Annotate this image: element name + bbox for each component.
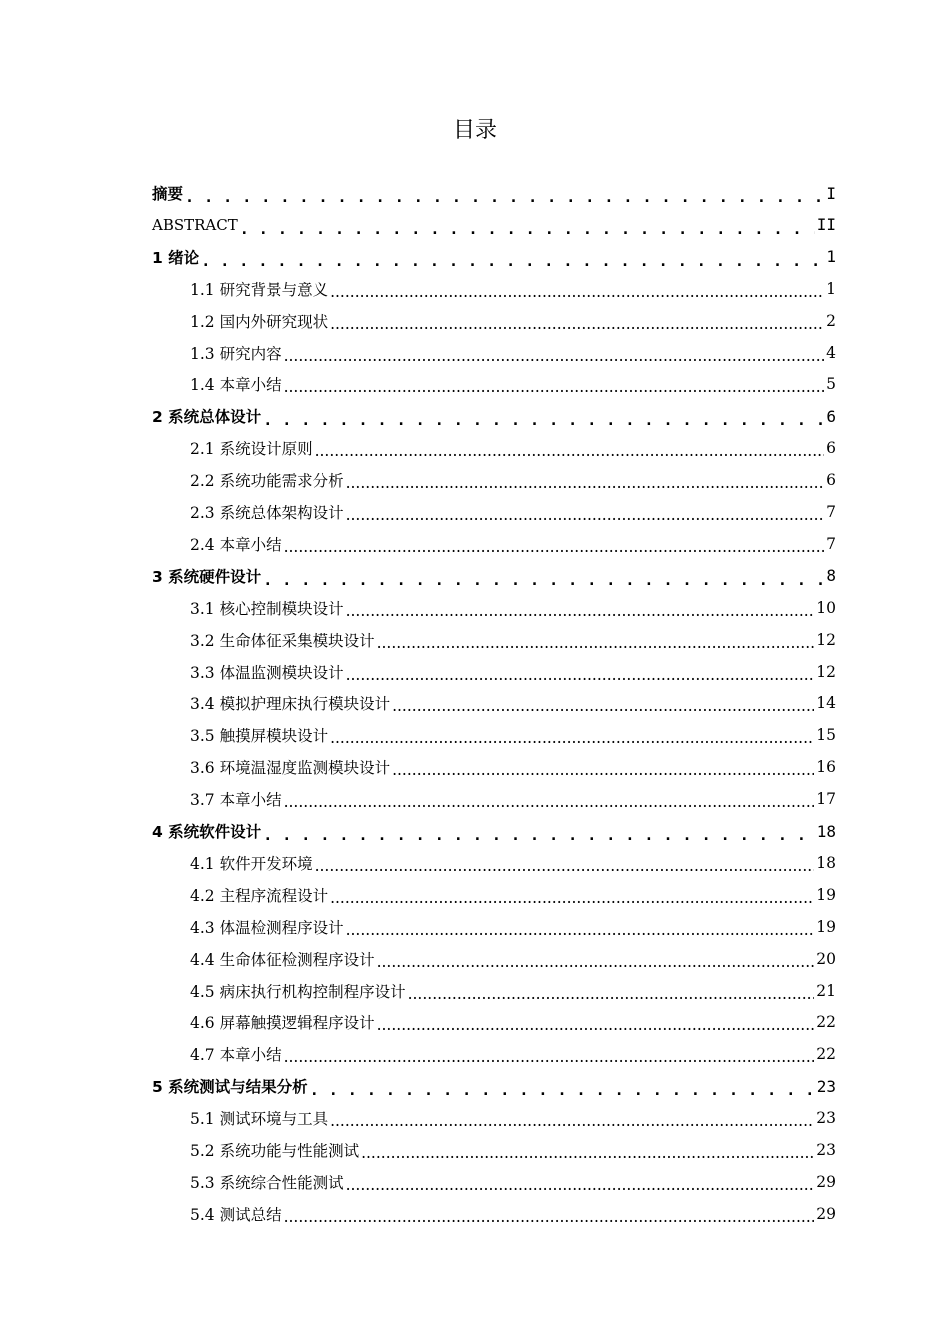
toc-entry-title: 2.3 系统总体架构设计 bbox=[190, 504, 344, 522]
toc-entry-page: 22 bbox=[816, 1013, 836, 1032]
toc-entry[interactable] bbox=[190, 433, 836, 463]
dot-leader bbox=[310, 1085, 815, 1101]
dot-leader bbox=[346, 606, 815, 623]
dot-leader bbox=[361, 1148, 814, 1165]
dot-leader bbox=[315, 861, 815, 878]
toc-entry[interactable] bbox=[190, 657, 836, 687]
toc-entry-page: 6 bbox=[826, 406, 836, 426]
dot-leader bbox=[346, 925, 815, 942]
toc-entry-page: 23 bbox=[816, 1141, 836, 1159]
toc-entry-title: 3.2 生命体征采集模块设计 bbox=[190, 631, 375, 650]
toc-entry-title: 1.1 研究背景与意义 bbox=[190, 280, 329, 299]
toc-entry-page: 18 bbox=[816, 821, 836, 841]
toc-entry-title: 5.2 系统功能与性能测试 bbox=[190, 1142, 360, 1160]
toc-entry[interactable] bbox=[190, 369, 836, 399]
dot-leader bbox=[240, 224, 815, 240]
toc-entry[interactable] bbox=[190, 274, 836, 304]
toc-entry-title: 4.4 生命体征检测程序设计 bbox=[190, 950, 375, 969]
toc-entry[interactable] bbox=[190, 465, 836, 495]
toc-entry-title: 4.1 软件开发环境 bbox=[190, 854, 313, 873]
toc-entry[interactable] bbox=[152, 561, 836, 591]
toc-entry-title: 1.3 研究内容 bbox=[190, 344, 282, 363]
dot-leader bbox=[346, 510, 825, 527]
dot-leader bbox=[330, 319, 824, 336]
toc-entry-title: 4.2 主程序流程设计 bbox=[190, 886, 329, 905]
toc-entry-page: 6 bbox=[826, 439, 836, 458]
dot-leader bbox=[284, 1052, 815, 1069]
toc-entry-page: 6 bbox=[826, 471, 836, 490]
dot-leader bbox=[392, 765, 814, 782]
toc-entry[interactable] bbox=[190, 625, 836, 655]
dot-leader bbox=[330, 287, 824, 304]
toc-entry-page: 1 bbox=[826, 279, 836, 298]
toc-entry-page: 23 bbox=[816, 1109, 836, 1128]
dot-leader bbox=[201, 256, 824, 272]
toc-entry[interactable] bbox=[190, 976, 836, 1006]
toc-entry[interactable] bbox=[152, 401, 836, 431]
toc-entry[interactable] bbox=[190, 880, 836, 910]
toc-entry[interactable] bbox=[190, 912, 836, 942]
toc-entry-page: 16 bbox=[816, 758, 836, 777]
toc-entry[interactable] bbox=[190, 1103, 836, 1133]
toc-entry-title: 4.3 体温检测程序设计 bbox=[190, 918, 344, 937]
dot-leader bbox=[263, 575, 824, 591]
toc-entry[interactable] bbox=[152, 816, 836, 846]
dot-leader bbox=[377, 1020, 815, 1037]
dot-leader bbox=[377, 638, 815, 655]
toc-entry-page: 10 bbox=[816, 598, 836, 617]
toc-entry[interactable] bbox=[152, 210, 836, 240]
toc-entry-page: 2 bbox=[826, 311, 836, 330]
toc-entry-page: 12 bbox=[816, 662, 836, 681]
toc-entry-title: 5.4 测试总结 bbox=[190, 1205, 282, 1224]
toc-entry-page: 15 bbox=[816, 726, 836, 745]
dot-leader bbox=[284, 382, 825, 399]
toc-entry-title: 1 绪论 bbox=[152, 248, 200, 267]
toc-entry-page: 29 bbox=[816, 1204, 836, 1223]
dot-leader bbox=[284, 351, 825, 368]
toc-entry-page: 7 bbox=[826, 534, 836, 553]
toc-entry-page: 8 bbox=[826, 566, 836, 586]
toc-entry[interactable] bbox=[152, 178, 836, 208]
dot-leader bbox=[346, 478, 825, 495]
toc-entry-title: 3.3 体温监测模块设计 bbox=[190, 663, 344, 682]
toc-entry-title: 摘要 bbox=[152, 185, 184, 203]
toc-entry-page: 23 bbox=[816, 1076, 836, 1096]
toc-entry-page: 5 bbox=[826, 375, 836, 394]
toc-entry[interactable] bbox=[190, 752, 836, 782]
toc-entry-title: 3.5 触摸屏模块设计 bbox=[190, 727, 329, 746]
dot-leader bbox=[346, 1180, 815, 1197]
toc-entry-title: 4.6 屏幕触摸逻辑程序设计 bbox=[190, 1014, 375, 1033]
dot-leader bbox=[330, 893, 814, 910]
toc-entry-title: 2.1 系统设计原则 bbox=[190, 440, 313, 459]
dot-leader bbox=[263, 415, 824, 431]
toc-entry[interactable] bbox=[190, 944, 836, 974]
toc-entry-title: 5.1 测试环境与工具 bbox=[190, 1110, 329, 1129]
toc-entry-page: 19 bbox=[816, 885, 836, 904]
toc-entry-page: 14 bbox=[816, 694, 836, 713]
toc-entry-title: 2 系统总体设计 bbox=[152, 408, 262, 427]
toc-entry[interactable] bbox=[190, 720, 836, 750]
toc-entry[interactable] bbox=[190, 688, 836, 718]
toc-entry[interactable] bbox=[190, 497, 836, 527]
toc-entry-page: 4 bbox=[826, 343, 836, 362]
page-title: 目录 bbox=[452, 118, 497, 143]
toc-entry-page: II bbox=[816, 215, 836, 235]
dot-leader bbox=[392, 701, 814, 718]
toc-entry-title: 4.7 本章小结 bbox=[190, 1046, 282, 1065]
toc-entry[interactable] bbox=[190, 1007, 836, 1037]
toc-entry-page: 18 bbox=[816, 853, 836, 872]
toc-entry[interactable] bbox=[190, 784, 836, 814]
toc-entry-page: I bbox=[826, 183, 836, 203]
toc-entry[interactable] bbox=[190, 1135, 836, 1165]
dot-leader bbox=[408, 989, 815, 1006]
toc-entry-title: 3 系统硬件设计 bbox=[152, 567, 262, 586]
dot-leader bbox=[263, 830, 815, 846]
toc-entry-title: 3.7 本章小结 bbox=[190, 791, 282, 810]
toc-entry[interactable] bbox=[190, 593, 836, 623]
dot-leader bbox=[185, 192, 824, 208]
toc-entry[interactable] bbox=[190, 306, 836, 336]
dot-leader bbox=[284, 797, 815, 814]
toc-entry[interactable] bbox=[190, 529, 836, 559]
toc-entry[interactable] bbox=[190, 848, 836, 878]
dot-leader bbox=[377, 957, 815, 974]
toc-entry-page: 20 bbox=[816, 949, 836, 968]
toc-entry-title: 4.5 病床执行机构控制程序设计 bbox=[190, 982, 406, 1001]
toc-entry-title: 5 系统测试与结果分析 bbox=[152, 1078, 308, 1097]
dot-leader bbox=[315, 446, 825, 463]
toc-entry-page: 19 bbox=[816, 917, 836, 936]
toc-entry-page: 17 bbox=[816, 790, 836, 809]
toc-entry-title: 4 系统软件设计 bbox=[152, 823, 262, 841]
toc-entry-title: 3.6 环境温湿度监测模块设计 bbox=[190, 759, 391, 778]
dot-leader bbox=[330, 1116, 814, 1133]
dot-leader bbox=[330, 733, 814, 750]
toc-entry-title: ABSTRACT bbox=[152, 215, 238, 234]
toc-entry[interactable] bbox=[190, 1167, 836, 1197]
toc-entry-title: 5.3 系统综合性能测试 bbox=[190, 1173, 344, 1192]
toc-entry-page: 22 bbox=[816, 1045, 836, 1064]
toc-entry-page: 7 bbox=[826, 503, 836, 521]
toc-entry-title: 2.2 系统功能需求分析 bbox=[190, 472, 344, 491]
toc-entry-title: 1.2 国内外研究现状 bbox=[190, 312, 329, 331]
toc-entry-title: 3.1 核心控制模块设计 bbox=[190, 599, 344, 618]
toc-entry[interactable] bbox=[152, 242, 836, 272]
toc-entry[interactable] bbox=[152, 1071, 836, 1101]
toc-entry-page: 12 bbox=[816, 630, 836, 649]
toc-entry-title: 1.4 本章小结 bbox=[190, 376, 282, 395]
toc-entry-page: 29 bbox=[816, 1172, 836, 1191]
dot-leader bbox=[284, 542, 825, 559]
toc-entry-page: 21 bbox=[816, 981, 836, 1000]
toc-entry-title: 3.4 模拟护理床执行模块设计 bbox=[190, 695, 391, 714]
toc-entry-title: 2.4 本章小结 bbox=[190, 535, 282, 554]
toc-entry-page: 1 bbox=[826, 247, 836, 267]
toc-entry[interactable] bbox=[190, 338, 836, 368]
dot-leader bbox=[346, 670, 815, 687]
toc-entry[interactable] bbox=[190, 1199, 836, 1229]
toc-entry[interactable] bbox=[190, 1039, 836, 1069]
dot-leader bbox=[284, 1212, 815, 1229]
